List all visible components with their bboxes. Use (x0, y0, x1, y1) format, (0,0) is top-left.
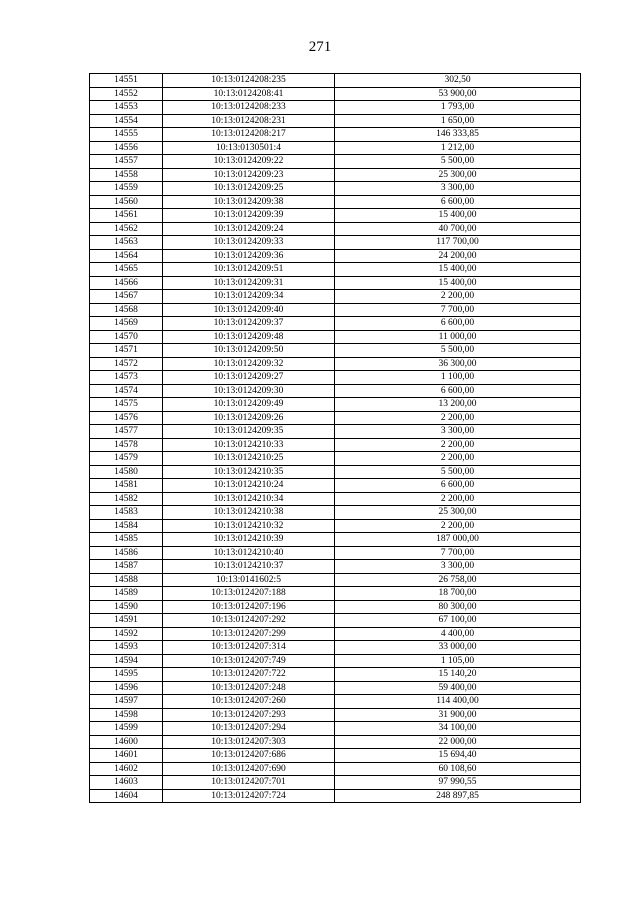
cadastral-value-cell: 146 333,85 (335, 128, 581, 142)
cadastral-number-cell: 10:13:0124207:314 (163, 641, 335, 655)
row-number-cell: 14602 (90, 762, 163, 776)
table-row (90, 141, 581, 155)
table-body (90, 74, 581, 803)
cadastral-number-cell: 10:13:0124209:49 (163, 398, 335, 412)
cadastral-number-cell: 10:13:0124207:722 (163, 668, 335, 682)
cadastral-value-cell: 67 100,00 (335, 614, 581, 628)
cadastral-value-cell: 117 700,00 (335, 236, 581, 250)
table-row (90, 101, 581, 115)
cadastral-value-cell: 15 140,20 (335, 668, 581, 682)
cadastral-value-cell: 25 300,00 (335, 168, 581, 182)
row-number-cell: 14603 (90, 776, 163, 790)
cadastral-number-cell: 10:13:0124209:24 (163, 222, 335, 236)
table-row (90, 452, 581, 466)
cadastral-number-cell: 10:13:0124207:749 (163, 654, 335, 668)
cadastral-value-cell: 31 900,00 (335, 708, 581, 722)
cadastral-value-cell: 2 200,00 (335, 452, 581, 466)
cadastral-number-cell: 10:13:0124208:235 (163, 74, 335, 88)
row-number-cell: 14583 (90, 506, 163, 520)
row-number-cell: 14573 (90, 371, 163, 385)
cadastral-number-cell: 10:13:0124210:38 (163, 506, 335, 520)
row-number-cell: 14600 (90, 735, 163, 749)
cadastral-number-cell: 10:13:0130501:4 (163, 141, 335, 155)
table-row (90, 708, 581, 722)
table-row (90, 195, 581, 209)
row-number-cell: 14592 (90, 627, 163, 641)
table-row (90, 681, 581, 695)
cadastral-number-cell: 10:13:0124209:26 (163, 411, 335, 425)
cadastral-value-cell: 18 700,00 (335, 587, 581, 601)
row-number-cell: 14566 (90, 276, 163, 290)
row-number-cell: 14579 (90, 452, 163, 466)
row-number-cell: 14584 (90, 519, 163, 533)
table-row (90, 87, 581, 101)
cadastral-number-cell: 10:13:0124210:34 (163, 492, 335, 506)
row-number-cell: 14581 (90, 479, 163, 493)
row-number-cell: 14601 (90, 749, 163, 763)
row-number-cell: 14604 (90, 789, 163, 803)
cadastral-value-cell: 15 400,00 (335, 263, 581, 277)
cadastral-number-cell: 10:13:0124210:37 (163, 560, 335, 574)
cadastral-number-cell: 10:13:0124210:35 (163, 465, 335, 479)
row-number-cell: 14582 (90, 492, 163, 506)
cadastral-number-cell: 10:13:0124209:37 (163, 317, 335, 331)
cadastral-number-cell: 10:13:0124209:51 (163, 263, 335, 277)
cadastral-value-cell: 59 400,00 (335, 681, 581, 695)
table-row (90, 560, 581, 574)
row-number-cell: 14580 (90, 465, 163, 479)
table-row (90, 789, 581, 803)
row-number-cell: 14552 (90, 87, 163, 101)
cadastral-value-cell: 80 300,00 (335, 600, 581, 614)
cadastral-value-cell: 1 100,00 (335, 371, 581, 385)
cadastral-value-cell: 34 100,00 (335, 722, 581, 736)
cadastral-number-cell: 10:13:0124207:196 (163, 600, 335, 614)
row-number-cell: 14562 (90, 222, 163, 236)
cadastral-value-cell: 5 500,00 (335, 155, 581, 169)
cadastral-value-cell: 3 300,00 (335, 425, 581, 439)
cadastral-value-cell: 2 200,00 (335, 411, 581, 425)
table-row (90, 182, 581, 196)
row-number-cell: 14575 (90, 398, 163, 412)
cadastral-number-cell: 10:13:0124209:33 (163, 236, 335, 250)
cadastral-number-cell: 10:13:0124207:292 (163, 614, 335, 628)
cadastral-number-cell: 10:13:0124207:724 (163, 789, 335, 803)
cadastral-number-cell: 10:13:0124210:33 (163, 438, 335, 452)
cadastral-value-cell: 33 000,00 (335, 641, 581, 655)
cadastral-value-cell: 5 500,00 (335, 465, 581, 479)
table-row (90, 236, 581, 250)
row-number-cell: 14564 (90, 249, 163, 263)
row-number-cell: 14587 (90, 560, 163, 574)
cadastral-number-cell: 10:13:0124207:248 (163, 681, 335, 695)
cadastral-value-cell: 187 000,00 (335, 533, 581, 547)
table-row (90, 492, 581, 506)
cadastral-value-cell: 6 600,00 (335, 317, 581, 331)
table-row (90, 114, 581, 128)
row-number-cell: 14553 (90, 101, 163, 115)
table-row (90, 776, 581, 790)
table-row (90, 209, 581, 223)
cadastral-value-cell: 1 650,00 (335, 114, 581, 128)
cadastral-value-cell: 25 300,00 (335, 506, 581, 520)
row-number-cell: 14594 (90, 654, 163, 668)
row-number-cell: 14576 (90, 411, 163, 425)
row-number-cell: 14569 (90, 317, 163, 331)
cadastral-value-cell: 248 897,85 (335, 789, 581, 803)
cadastral-number-cell: 10:13:0124207:299 (163, 627, 335, 641)
table-row (90, 506, 581, 520)
cadastral-number-cell: 10:13:0124209:34 (163, 290, 335, 304)
row-number-cell: 14586 (90, 546, 163, 560)
cadastral-value-cell: 15 400,00 (335, 276, 581, 290)
table-row (90, 317, 581, 331)
cadastral-value-cell: 97 990,55 (335, 776, 581, 790)
table-row (90, 74, 581, 88)
table-row (90, 722, 581, 736)
row-number-cell: 14597 (90, 695, 163, 709)
row-number-cell: 14593 (90, 641, 163, 655)
cadastral-value-cell: 24 200,00 (335, 249, 581, 263)
cadastral-value-cell: 4 400,00 (335, 627, 581, 641)
cadastral-number-cell: 10:13:0124210:40 (163, 546, 335, 560)
row-number-cell: 14595 (90, 668, 163, 682)
cadastral-value-cell: 26 758,00 (335, 573, 581, 587)
row-number-cell: 14577 (90, 425, 163, 439)
table-row (90, 303, 581, 317)
cadastral-number-cell: 10:13:0124210:25 (163, 452, 335, 466)
cadastral-number-cell: 10:13:0124207:293 (163, 708, 335, 722)
cadastral-value-table (89, 73, 581, 803)
cadastral-number-cell: 10:13:0124207:701 (163, 776, 335, 790)
row-number-cell: 14596 (90, 681, 163, 695)
table-row (90, 276, 581, 290)
row-number-cell: 14598 (90, 708, 163, 722)
cadastral-number-cell: 10:13:0124207:294 (163, 722, 335, 736)
cadastral-value-cell: 6 600,00 (335, 195, 581, 209)
table-row (90, 614, 581, 628)
table-row (90, 371, 581, 385)
table-row (90, 533, 581, 547)
cadastral-number-cell: 10:13:0124208:233 (163, 101, 335, 115)
cadastral-value-cell: 1 212,00 (335, 141, 581, 155)
table-row (90, 357, 581, 371)
cadastral-value-cell: 3 300,00 (335, 182, 581, 196)
cadastral-number-cell: 10:13:0124207:188 (163, 587, 335, 601)
cadastral-value-cell: 22 000,00 (335, 735, 581, 749)
cadastral-value-cell: 2 200,00 (335, 438, 581, 452)
row-number-cell: 14555 (90, 128, 163, 142)
table-row (90, 411, 581, 425)
cadastral-value-cell: 3 300,00 (335, 560, 581, 574)
cadastral-value-cell: 1 105,00 (335, 654, 581, 668)
cadastral-value-cell: 302,50 (335, 74, 581, 88)
cadastral-number-cell: 10:13:0124209:40 (163, 303, 335, 317)
row-number-cell: 14599 (90, 722, 163, 736)
page-number: 271 (308, 39, 332, 55)
table-row (90, 546, 581, 560)
cadastral-number-cell: 10:13:0124209:48 (163, 330, 335, 344)
cadastral-number-cell: 10:13:0124208:41 (163, 87, 335, 101)
cadastral-value-cell: 1 793,00 (335, 101, 581, 115)
cadastral-value-cell: 6 600,00 (335, 384, 581, 398)
cadastral-value-cell: 114 400,00 (335, 695, 581, 709)
table-row (90, 641, 581, 655)
table-row (90, 398, 581, 412)
table-row (90, 128, 581, 142)
cadastral-number-cell: 10:13:0124209:39 (163, 209, 335, 223)
table-row (90, 735, 581, 749)
row-number-cell: 14572 (90, 357, 163, 371)
cadastral-number-cell: 10:13:0124209:38 (163, 195, 335, 209)
table-row (90, 249, 581, 263)
row-number-cell: 14559 (90, 182, 163, 196)
row-number-cell: 14574 (90, 384, 163, 398)
table-row (90, 263, 581, 277)
table-row (90, 344, 581, 358)
row-number-cell: 14556 (90, 141, 163, 155)
row-number-cell: 14567 (90, 290, 163, 304)
cadastral-value-cell: 2 200,00 (335, 290, 581, 304)
cadastral-number-cell: 10:13:0124208:231 (163, 114, 335, 128)
row-number-cell: 14588 (90, 573, 163, 587)
cadastral-value-cell: 2 200,00 (335, 492, 581, 506)
table-row (90, 425, 581, 439)
cadastral-number-cell: 10:13:0124208:217 (163, 128, 335, 142)
cadastral-number-cell: 10:13:0124207:303 (163, 735, 335, 749)
table-row (90, 155, 581, 169)
row-number-cell: 14563 (90, 236, 163, 250)
cadastral-value-cell: 15 694,40 (335, 749, 581, 763)
cadastral-number-cell: 10:13:0124209:50 (163, 344, 335, 358)
row-number-cell: 14589 (90, 587, 163, 601)
cadastral-value-cell: 60 108,60 (335, 762, 581, 776)
cadastral-number-cell: 10:13:0124207:686 (163, 749, 335, 763)
cadastral-number-cell: 10:13:0124209:32 (163, 357, 335, 371)
cadastral-number-cell: 10:13:0124209:22 (163, 155, 335, 169)
cadastral-number-cell: 10:13:0124209:35 (163, 425, 335, 439)
cadastral-value-cell: 40 700,00 (335, 222, 581, 236)
table-row (90, 222, 581, 236)
table-row (90, 695, 581, 709)
row-number-cell: 14561 (90, 209, 163, 223)
row-number-cell: 14557 (90, 155, 163, 169)
table-row (90, 573, 581, 587)
table-row (90, 168, 581, 182)
cadastral-number-cell: 10:13:0124210:39 (163, 533, 335, 547)
cadastral-value-cell: 13 200,00 (335, 398, 581, 412)
table-row (90, 762, 581, 776)
cadastral-value-cell: 53 900,00 (335, 87, 581, 101)
row-number-cell: 14591 (90, 614, 163, 628)
row-number-cell: 14551 (90, 74, 163, 88)
row-number-cell: 14560 (90, 195, 163, 209)
table-row (90, 600, 581, 614)
table-row (90, 290, 581, 304)
cadastral-value-cell: 36 300,00 (335, 357, 581, 371)
cadastral-number-cell: 10:13:0124207:690 (163, 762, 335, 776)
cadastral-number-cell: 10:13:0124209:25 (163, 182, 335, 196)
row-number-cell: 14585 (90, 533, 163, 547)
cadastral-number-cell: 10:13:0124210:32 (163, 519, 335, 533)
cadastral-value-cell: 15 400,00 (335, 209, 581, 223)
table-row (90, 749, 581, 763)
cadastral-number-cell: 10:13:0124207:260 (163, 695, 335, 709)
cadastral-value-cell: 5 500,00 (335, 344, 581, 358)
cadastral-number-cell: 10:13:0124209:36 (163, 249, 335, 263)
row-number-cell: 14578 (90, 438, 163, 452)
table-row (90, 587, 581, 601)
row-number-cell: 14558 (90, 168, 163, 182)
row-number-cell: 14571 (90, 344, 163, 358)
table-row (90, 519, 581, 533)
table-row (90, 627, 581, 641)
cadastral-number-cell: 10:13:0124209:31 (163, 276, 335, 290)
cadastral-number-cell: 10:13:0124210:24 (163, 479, 335, 493)
cadastral-number-cell: 10:13:0124209:30 (163, 384, 335, 398)
cadastral-value-cell: 2 200,00 (335, 519, 581, 533)
table-row (90, 465, 581, 479)
table-row (90, 330, 581, 344)
table-row (90, 438, 581, 452)
table-row (90, 479, 581, 493)
row-number-cell: 14565 (90, 263, 163, 277)
cadastral-value-cell: 7 700,00 (335, 546, 581, 560)
row-number-cell: 14568 (90, 303, 163, 317)
table-row (90, 384, 581, 398)
row-number-cell: 14554 (90, 114, 163, 128)
cadastral-number-cell: 10:13:0124209:23 (163, 168, 335, 182)
table-row (90, 654, 581, 668)
row-number-cell: 14570 (90, 330, 163, 344)
cadastral-value-cell: 11 000,00 (335, 330, 581, 344)
row-number-cell: 14590 (90, 600, 163, 614)
table-row (90, 668, 581, 682)
cadastral-number-cell: 10:13:0124209:27 (163, 371, 335, 385)
cadastral-number-cell: 10:13:0141602:5 (163, 573, 335, 587)
cadastral-value-cell: 7 700,00 (335, 303, 581, 317)
cadastral-value-cell: 6 600,00 (335, 479, 581, 493)
